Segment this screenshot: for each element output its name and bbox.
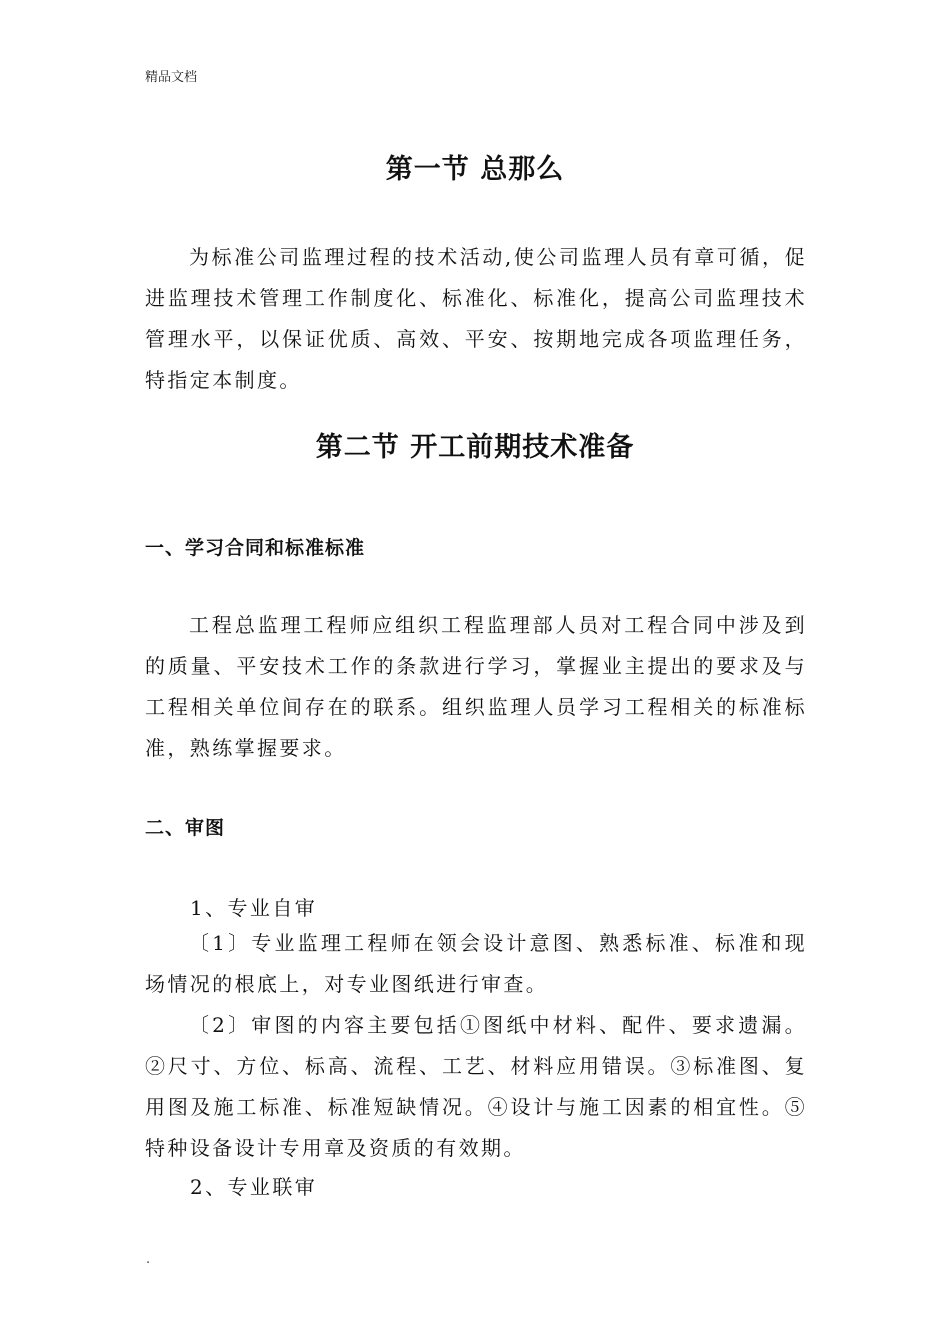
section-1-title: 第一节 总那么	[385, 154, 565, 185]
subsection-1-heading: 一、学习合同和标准标准	[145, 537, 366, 559]
page-header-label: 精品文档	[145, 70, 198, 85]
list-item-2-heading: 2、专业联审	[190, 1175, 318, 1199]
footer-mark: .	[146, 1252, 151, 1267]
section-1-paragraph: 为标准公司监理过程的技术活动,使公司监理人员有章可循，促进监理技术管理工作制度化、标准化、标准化，提高公司监理技术管理水平，以保证优质、高效、平安、按期地完成各项监理任务，特指定本制度。	[145, 245, 807, 392]
subsection-2-heading: 二、审图	[145, 817, 226, 839]
section-2-title: 第二节 开工前期技术准备	[315, 432, 635, 463]
list-item-1-heading: 1、专业自审	[190, 896, 318, 920]
subsection-1-paragraph: 工程总监理工程师应组织工程监理部人员对工程合同中涉及到的质量、平安技术工作的条款进行学习，掌握业主提出的要求及与工程相关单位间存在的联系。组织监理人员学习工程相关的标准标准，熟练掌握要求。	[145, 613, 807, 760]
list-item-1b-paragraph: 〔2〕审图的内容主要包括①图纸中材料、配件、要求遗漏。②尺寸、方位、标高、流程、工艺、材料应用错误。③标准图、复用图及施工标准、标准短缺情况。④设计与施工因素的相宜性。⑤特种设备设计专用章及资质的有效期。	[145, 1013, 807, 1160]
list-item-1a-paragraph: 〔1〕专业监理工程师在领会设计意图、熟悉标准、标准和现场情况的根底上，对专业图纸进行审查。	[145, 931, 807, 996]
